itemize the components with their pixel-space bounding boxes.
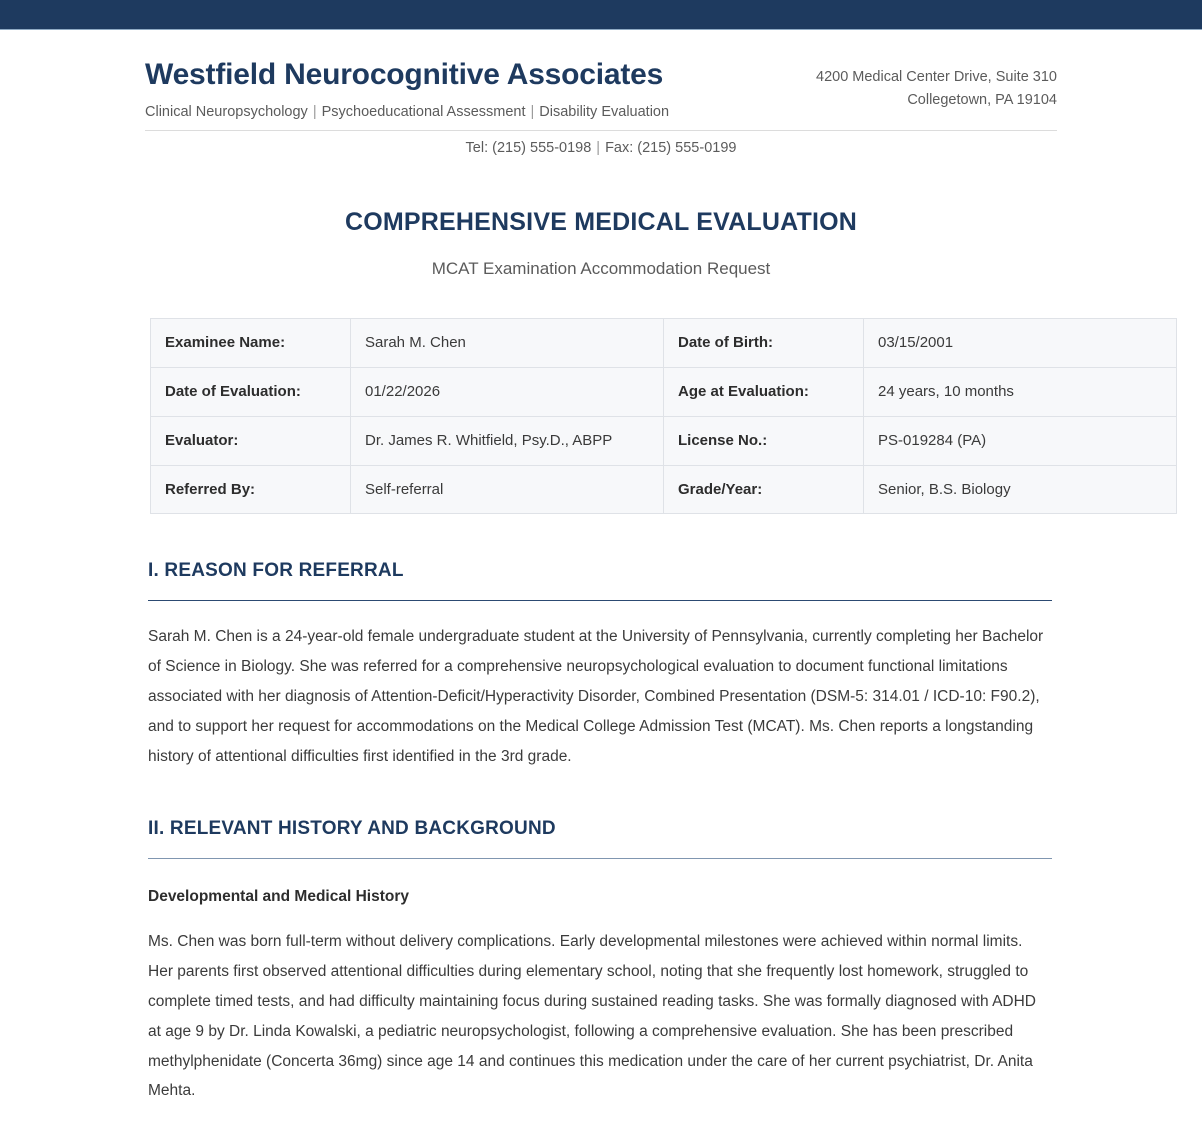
field-value-examinee-name: Sarah M. Chen	[351, 319, 664, 368]
address-line-2: Collegetown, PA 19104	[907, 92, 1057, 109]
practice-name: Westfield Neurocognitive Associates	[145, 58, 664, 91]
page-inner	[145, 30, 1057, 1106]
document-subtitle: MCAT Examination Accommodation Request	[431, 259, 771, 279]
letterhead-left	[145, 58, 669, 121]
field-value-license-no: PS-019284 (PA)	[864, 416, 1177, 465]
field-label-grade-year: Grade/Year:	[664, 465, 864, 514]
field-label-referred-by: Referred By:	[151, 465, 351, 514]
service-separator-1: |	[312, 103, 317, 120]
field-value-evaluator: Dr. James R. Whitfield, Psy.D., ABPP	[351, 416, 664, 465]
service-separator-2: |	[530, 103, 535, 120]
address-line-1: 4200 Medical Center Drive, Suite 310	[816, 69, 1057, 85]
section-heading-2: II. RELEVANT HISTORY AND BACKGROUND	[148, 817, 556, 839]
field-label-date-of-birth: Date of Birth:	[664, 319, 864, 368]
section-paragraph-1: Sarah M. Chen is a 24-year-old female undergraduate student at the University of Pennsylvania, currently completing her Bachelor of Science in Biology. She was referred for a comprehensive neuropsychological evaluation to document functional limitations associated with her diagnosis of Attention-Deficit/Hyperactivity Disorder, Combined Presentation (DSM-5: 314.01 / ICD-10: F90.2), and to support her request for accommodations on the Medical College Admission Test (MCAT). Ms. Chen reports a longstanding history of attentional difficulties first identified in the 3rd grade.	[148, 628, 1044, 765]
field-value-age-at-evaluation: 24 years, 10 months	[864, 368, 1177, 417]
subheading-developmental-medical-history: Developmental and Medical History	[148, 887, 409, 905]
document-page	[0, 30, 1202, 1126]
practice-fax: Fax: (215) 555-0199	[605, 140, 737, 157]
contact-separator: |	[596, 140, 601, 157]
field-value-date-of-evaluation: 01/22/2026	[351, 368, 664, 417]
section-relevant-history	[145, 818, 1057, 1106]
field-value-grade-year: Senior, B.S. Biology	[864, 465, 1177, 514]
practice-phone: Tel: (215) 555-0198	[465, 140, 592, 157]
field-value-date-of-birth: 03/15/2001	[864, 319, 1177, 368]
table-row	[151, 368, 1177, 417]
table-row	[151, 416, 1177, 465]
field-label-evaluator: Evaluator:	[151, 416, 351, 465]
field-value-referred-by: Self-referral	[351, 465, 664, 514]
table-row	[151, 319, 1177, 368]
practice-services	[145, 103, 669, 122]
field-label-age-at-evaluation: Age at Evaluation:	[664, 368, 864, 417]
section-rule-2	[148, 858, 1052, 859]
service-clinical-neuropsychology: Clinical Neuropsychology	[145, 103, 308, 120]
letterhead	[145, 30, 1057, 121]
top-accent-band	[0, 0, 1202, 30]
service-disability-evaluation: Disability Evaluation	[539, 103, 670, 120]
letterhead-address	[816, 58, 1057, 113]
section-reason-for-referral	[145, 560, 1057, 772]
section-heading-1: I. REASON FOR REFERRAL	[148, 560, 404, 582]
document-title: COMPREHENSIVE MEDICAL EVALUATION	[345, 208, 857, 237]
contact-line	[145, 131, 1057, 156]
table-row	[151, 465, 1177, 514]
field-label-license-no: License No.:	[664, 416, 864, 465]
field-label-date-of-evaluation: Date of Evaluation:	[151, 368, 351, 417]
examinee-info-table	[150, 318, 1177, 514]
section-rule-1	[148, 600, 1052, 601]
section-paragraph-2: Ms. Chen was born full-term without delivery complications. Early developmental milestones were achieved within normal limits. Her parents first observed attentional difficulties during elementary school, noting that she frequently lost homework, struggled to complete timed tests, and had difficulty maintaining focus during sustained reading tasks. She was formally diagnosed with ADHD at age 9 by Dr. Linda Kowalski, a pediatric neuropsychologist, following a comprehensive evaluation. She has been prescribed methylphenidate (Concerta 36mg) since age 14 and continues this medication under the care of her current psychiatrist, Dr. Anita Mehta.	[148, 932, 1036, 1100]
field-label-examinee-name: Examinee Name:	[151, 319, 351, 368]
service-psychoeducational-assessment: Psychoeducational Assessment	[321, 103, 526, 120]
